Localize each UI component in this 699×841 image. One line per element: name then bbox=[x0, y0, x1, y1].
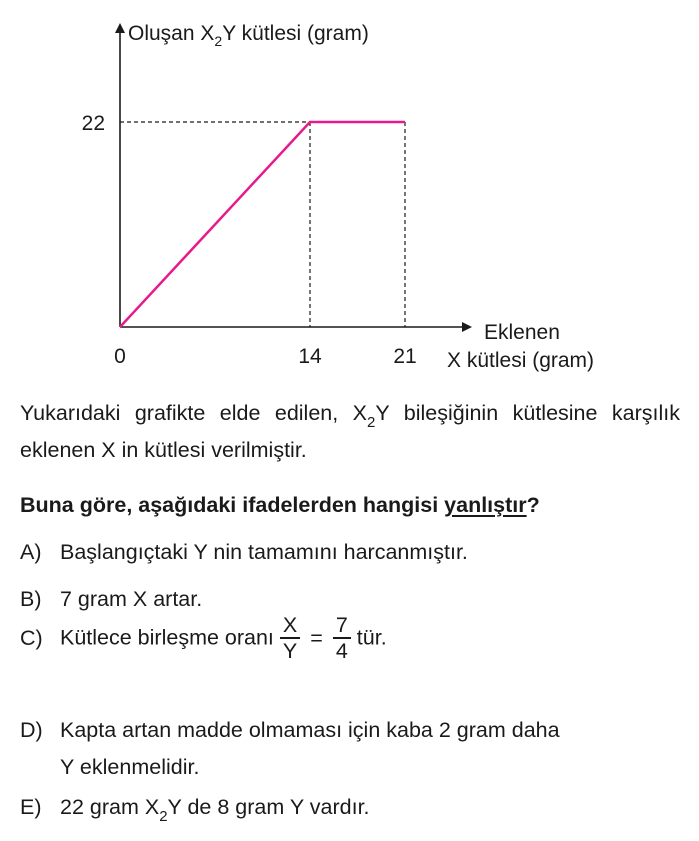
option-d-body bbox=[60, 712, 560, 786]
para-subscript: 2 bbox=[367, 414, 376, 431]
x-tick-14: 14 bbox=[298, 345, 322, 368]
option-e-subscript: 2 bbox=[159, 808, 168, 825]
chart-area bbox=[0, 0, 699, 385]
axis-labels bbox=[114, 22, 594, 372]
option-b-letter: B) bbox=[20, 587, 42, 611]
description-paragraph bbox=[20, 396, 680, 468]
option-e-letter: E) bbox=[20, 795, 42, 819]
question-underlined: yanlıştır bbox=[444, 493, 527, 517]
option-c-suffix: tür. bbox=[356, 625, 387, 650]
x-axis-label-line1: Eklenen bbox=[484, 321, 560, 344]
y-tick-22: 22 bbox=[81, 112, 105, 135]
option-c[interactable] bbox=[20, 613, 387, 663]
option-c-text: Kütlece birleşme oranı bbox=[60, 625, 274, 650]
x-axis-arrow-icon bbox=[462, 322, 472, 332]
series-group bbox=[120, 122, 405, 327]
question-mark: ? bbox=[526, 493, 540, 517]
option-d-line2: Y eklenmelidir. bbox=[60, 755, 200, 779]
question-stem bbox=[20, 493, 540, 518]
option-b[interactable] bbox=[20, 587, 202, 612]
fraction-7-over-4 bbox=[333, 613, 351, 663]
option-d[interactable] bbox=[20, 712, 560, 786]
fraction-4: 4 bbox=[335, 639, 348, 663]
option-b-text: 7 gram X artar. bbox=[60, 587, 203, 611]
option-e-text-1: 22 gram X bbox=[60, 795, 160, 819]
x-tick-21: 21 bbox=[393, 345, 417, 368]
option-a[interactable] bbox=[20, 540, 468, 565]
fraction-7: 7 bbox=[333, 613, 351, 639]
x-axis-label-line2: X kütlesi (gram) bbox=[447, 349, 595, 372]
guide-lines bbox=[120, 122, 405, 327]
fraction-x: X bbox=[280, 613, 300, 639]
option-d-letter: D) bbox=[20, 718, 43, 742]
fraction-x-over-y bbox=[280, 613, 300, 663]
tick-labels bbox=[82, 112, 417, 368]
option-e[interactable] bbox=[20, 795, 370, 825]
fraction-y: Y bbox=[282, 639, 298, 663]
y-axis-arrow-icon bbox=[115, 23, 125, 33]
y-axis-label: Oluşan $X_2Y$ kütlesi (gram) bbox=[128, 22, 369, 49]
option-e-text-2: Y de 8 gram Y vardır. bbox=[167, 795, 370, 819]
question-main: Buna göre, aşağıdaki ifadelerden hangisi bbox=[20, 493, 445, 517]
option-a-letter: A) bbox=[20, 540, 42, 564]
chart-axes bbox=[115, 23, 472, 332]
para-text-1: Yukarıdaki grafikte elde edilen, X bbox=[20, 401, 368, 425]
option-c-letter: C) bbox=[20, 625, 43, 650]
equals-sign: = bbox=[310, 625, 323, 650]
para-text-2: Y bileşiğinin kütlesine karşılık eklenen X in kütlesi verilmiştir. bbox=[20, 401, 680, 462]
option-a-text: Başlangıçtaki Y nin tamamını harcanmıştır. bbox=[60, 540, 468, 564]
option-d-line1: Kapta artan madde olmaması için kaba 2 gram daha bbox=[60, 718, 560, 742]
series-line bbox=[120, 122, 405, 327]
origin-label: 0 bbox=[114, 345, 126, 368]
